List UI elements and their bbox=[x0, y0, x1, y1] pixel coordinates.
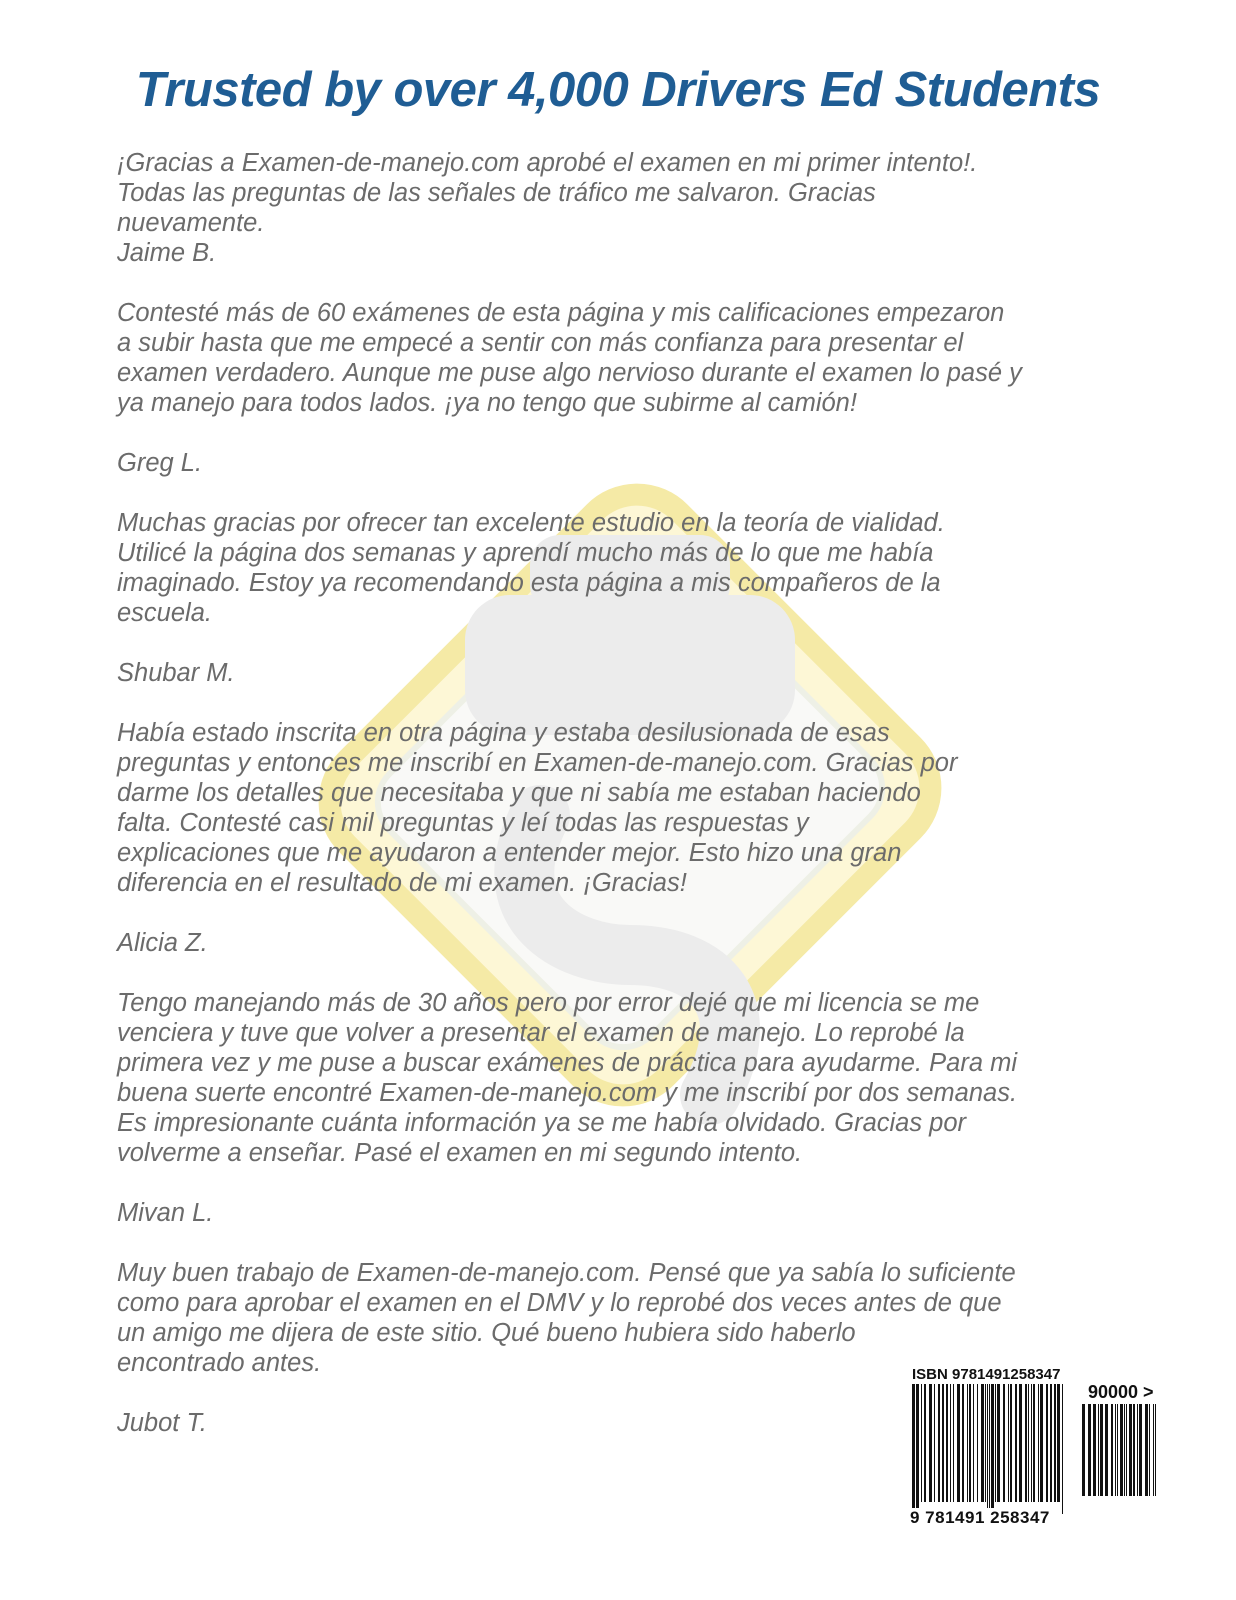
testimonial-author: Mivan L. bbox=[117, 1199, 214, 1227]
barcode-bar bbox=[1025, 1384, 1027, 1502]
barcode-bar bbox=[1153, 1404, 1154, 1496]
barcode-bar bbox=[985, 1384, 986, 1502]
barcode-bar bbox=[1117, 1404, 1118, 1496]
barcode-bar bbox=[950, 1384, 951, 1502]
barcode-bar bbox=[989, 1384, 990, 1514]
price-code: 90000 > bbox=[1088, 1382, 1154, 1402]
testimonial-author: Shubar M. bbox=[117, 659, 235, 687]
barcode-bar bbox=[957, 1384, 960, 1502]
testimonials-list bbox=[117, 148, 1077, 1438]
barcode-bar bbox=[1031, 1384, 1032, 1502]
barcode-bar bbox=[977, 1384, 978, 1502]
barcode-bar bbox=[1057, 1384, 1060, 1502]
barcode-bar bbox=[1010, 1384, 1012, 1502]
barcode-bar bbox=[1082, 1404, 1085, 1496]
barcode-bar bbox=[1124, 1404, 1125, 1496]
barcode-bar bbox=[973, 1384, 974, 1502]
barcode-bar bbox=[987, 1384, 988, 1514]
testimonial-author: Jubot T. bbox=[117, 1409, 207, 1437]
barcode-bar bbox=[1139, 1404, 1142, 1496]
testimonial-quote: Muchas gracias por ofrecer tan excelente estudio en la teoría de vialidad. Utilicé la página dos semanas y aprendí mucho más de lo que me había imaginado. Estoy ya recomendando esta página a mis compañeros de la escuela. bbox=[117, 509, 945, 627]
testimonial-quote: Tengo manejando más de 30 años pero por error dejé que mi licencia se me venciera y tuve que volver a presentar el examen de manejo. Lo reprobé la primera vez y me puse a buscar exámenes de práctica para ayudarme. Para mi buena suerte encontré Examen-de-manejo.com y me inscribí por dos semanas. Es impresionante cuánta información ya se me había olvidado. Gracias por volverme a enseñar. Pasé el examen en mi segundo intento. bbox=[117, 989, 1018, 1167]
testimonial bbox=[117, 148, 1077, 298]
testimonial-quote: Había estado inscrita en otra página y estaba desilusionada de esas preguntas y entonces me inscribí en Examen-de-manejo.com. Gracias por darme los detalles que necesitaba y que ni sabía me estaban haciendo falta. Contesté casi mil preguntas y leí todas las respuestas y explicaciones que me ayudaron a entender mejor. Esto hizo una gran diferencia en el resultado de mi examen. ¡Gracias! bbox=[117, 719, 958, 897]
barcode-bar bbox=[953, 1384, 954, 1502]
barcode-bar bbox=[942, 1384, 944, 1502]
barcode-bar bbox=[916, 1384, 919, 1514]
barcode-bar bbox=[1008, 1384, 1009, 1502]
barcode-bar bbox=[924, 1384, 926, 1502]
testimonial-author: Greg L. bbox=[117, 449, 203, 477]
barcode-bar bbox=[981, 1384, 984, 1502]
testimonial bbox=[117, 508, 1077, 718]
testimonial-quote: Contesté más de 60 exámenes de esta página y mis calificaciones empezaron a subir hasta que me empecé a sentir con más confianza para presentar el examen verdadero. Aunque me puse algo nervioso durante el examen lo pasé y ya manejo para todos lados. ¡ya no tengo que subirme al camión! bbox=[117, 299, 1022, 417]
barcode-bar bbox=[1098, 1404, 1099, 1496]
isbn-label: ISBN 9781491258347 bbox=[912, 1366, 1061, 1383]
barcode-bar bbox=[1137, 1404, 1138, 1496]
testimonial-author: Alicia Z. bbox=[117, 929, 208, 957]
barcode-bar bbox=[1129, 1404, 1132, 1496]
testimonial-author: Jaime B. bbox=[117, 239, 217, 267]
testimonial-quote: Muy buen trabajo de Examen-de-manejo.com. Pensé que ya sabía lo suficiente como para aprobar el examen en el DMV y lo reprobé dos veces antes de que un amigo me dijera de este sitio. Qué bueno hubiera sido haberlo encontrado antes. bbox=[117, 1259, 1016, 1377]
barcode-bar bbox=[991, 1384, 994, 1514]
barcode-bar bbox=[1046, 1384, 1048, 1502]
testimonial bbox=[117, 298, 1077, 508]
addon-barcode-bars bbox=[1080, 1404, 1158, 1508]
barcode-bar bbox=[1054, 1384, 1056, 1502]
testimonial-quote: ¡Gracias a Examen-de-manejo.com aprobé el examen en mi primer intento!. Todas las preguntas de las señales de tráfico me salvaron. Gracias nuevamente. bbox=[117, 149, 978, 237]
barcode-bar bbox=[946, 1384, 948, 1502]
barcode-bar bbox=[1126, 1404, 1127, 1496]
barcode-bar bbox=[929, 1384, 932, 1502]
barcode-bar bbox=[1050, 1384, 1052, 1502]
barcode-bars bbox=[910, 1384, 1068, 1514]
barcode-bar bbox=[969, 1384, 971, 1502]
barcode-bar bbox=[1149, 1404, 1150, 1496]
barcode-bar bbox=[1133, 1404, 1135, 1496]
barcode-bar bbox=[962, 1384, 964, 1502]
page-title: Trusted by over 4,000 Drivers Ed Students bbox=[135, 63, 1101, 117]
barcode-bar bbox=[1105, 1404, 1108, 1496]
barcode-bar bbox=[1033, 1384, 1035, 1502]
testimonial bbox=[117, 718, 1077, 988]
isbn-barcode bbox=[910, 1366, 1180, 1536]
barcode-bar bbox=[1120, 1404, 1123, 1496]
barcode-bar bbox=[1028, 1384, 1029, 1502]
barcode-bar bbox=[1093, 1404, 1096, 1496]
barcode-bar bbox=[1111, 1404, 1113, 1496]
barcode-bar bbox=[1062, 1384, 1063, 1514]
barcode-bar bbox=[938, 1384, 940, 1502]
barcode-bar bbox=[1038, 1384, 1039, 1502]
testimonial bbox=[117, 988, 1077, 1258]
barcode-bar bbox=[1088, 1404, 1091, 1496]
barcode-bar bbox=[1155, 1404, 1156, 1496]
barcode-bar bbox=[995, 1384, 996, 1502]
barcode-bar bbox=[1100, 1404, 1103, 1496]
barcode-bar bbox=[1145, 1404, 1148, 1496]
barcode-bar bbox=[997, 1384, 1000, 1502]
barcode-bar bbox=[912, 1384, 915, 1514]
barcode-digits: 9 781491 258347 bbox=[910, 1508, 1050, 1527]
barcode-bar bbox=[1040, 1384, 1043, 1502]
barcode-bar bbox=[967, 1384, 968, 1502]
barcode-bar bbox=[1019, 1384, 1022, 1502]
barcode-bar bbox=[1003, 1384, 1005, 1502]
barcode-bar bbox=[1015, 1384, 1017, 1502]
barcode-bar bbox=[934, 1384, 935, 1502]
barcode-bar bbox=[1115, 1404, 1116, 1496]
barcode-bar bbox=[921, 1384, 922, 1502]
